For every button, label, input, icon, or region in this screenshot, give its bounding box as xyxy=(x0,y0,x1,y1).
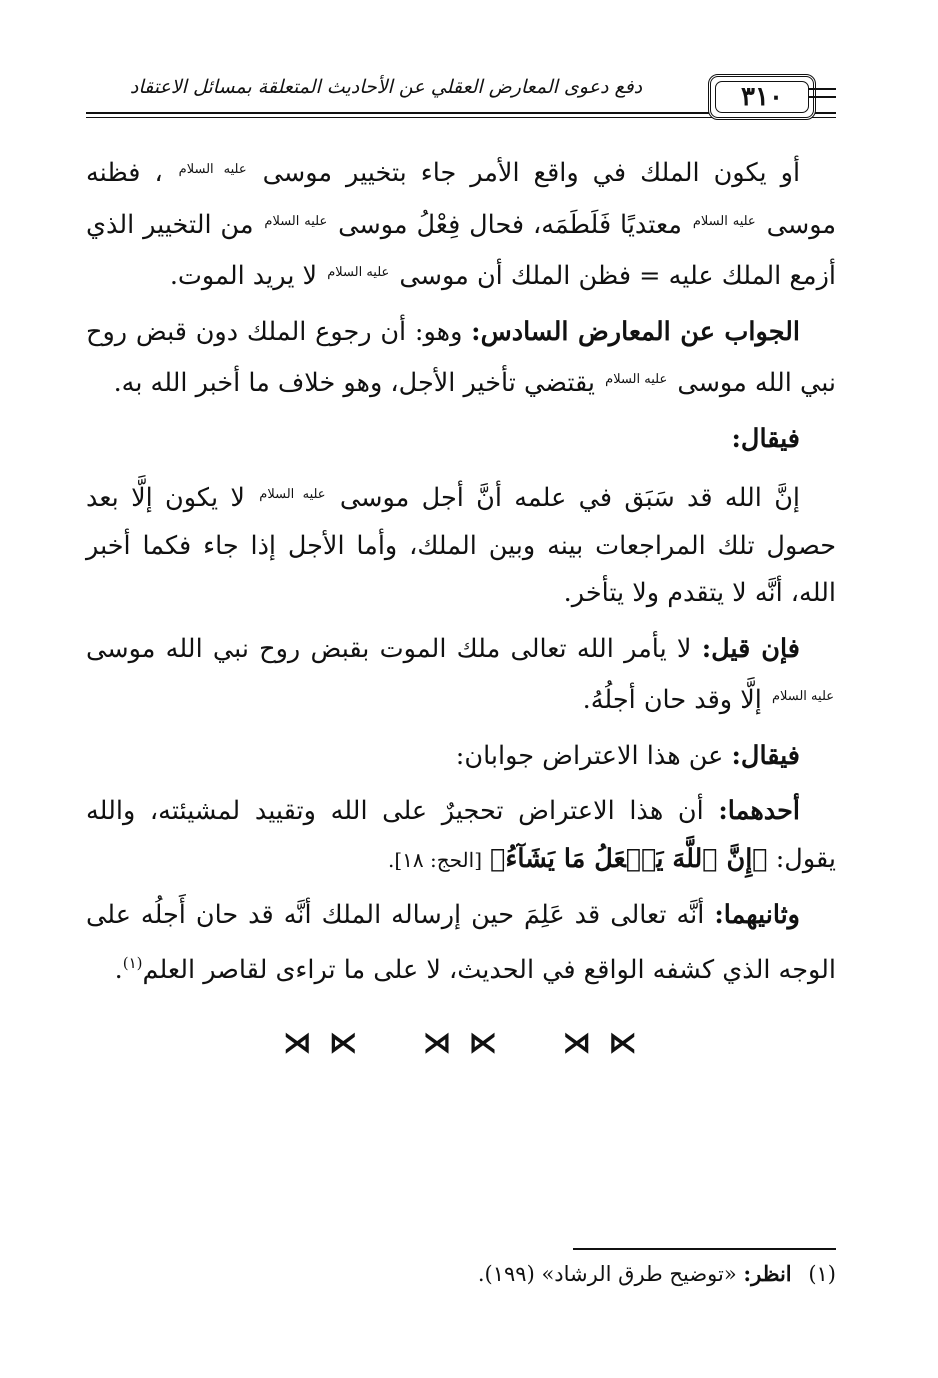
text-run: أنَّه تعالى قد عَلِمَ حين إرساله الملك أنَّه قد حان أَجلُه على الوجه الذي كشفه الواقع في الحديث، لا على ما تراءى لقاصر العلم xyxy=(86,900,836,985)
salutation-glyph: عليه السلام xyxy=(259,487,326,502)
text-run: معتديًا فَلَطَمَه، فحال فِعْلُ موسى xyxy=(338,209,682,240)
ornament-icon: ⋊⋉ xyxy=(423,1026,515,1059)
text-run: يقتضي تأخير الأجل، وهو خلاف ما أخبر الله به. xyxy=(113,368,596,398)
text-run: إنَّ الله قد سَبَق في علمه أنَّ أجل موسى xyxy=(339,483,801,513)
footnote-1 xyxy=(86,1259,836,1289)
text-run: أو يكون الملك في واقع الأمر جاء بتخيير موسى xyxy=(262,158,801,188)
text-run: . xyxy=(114,954,123,985)
ornament-icon: ⋊⋉ xyxy=(562,1026,655,1059)
footnote-number: (١) xyxy=(808,1262,836,1286)
footnote-text: «توضيح طرق الرشاد» (١٩٩). xyxy=(477,1262,737,1286)
salutation-glyph: عليه السلام xyxy=(327,265,390,280)
text-run: لا يكون إلَّا بعد حصول تلك المراجعات بينه وبين الملك، وأما الأجل إذا جاء فكما أخبر الله، أنَّه لا يتقدم ولا يتأخر. xyxy=(86,483,836,608)
ornament-icon: ⋊⋉ xyxy=(283,1026,376,1059)
salutation-glyph: عليه السلام xyxy=(178,162,247,177)
salutation-glyph: عليه السلام xyxy=(605,372,668,387)
text-run: ، فظنه موسى xyxy=(86,158,837,240)
text-run: لا يأمر الله تعالى ملك الموت بقبض روح نبي الله موسى xyxy=(86,633,692,664)
paragraph-1 xyxy=(86,146,836,301)
text-run: عن هذا الاعتراض جوابان: xyxy=(455,740,724,771)
salutation-glyph: عليه السلام xyxy=(264,213,328,229)
section-heading: الجواب عن المعارض السادس: xyxy=(471,316,801,347)
page-number xyxy=(708,74,816,120)
paragraph-5 xyxy=(86,626,836,725)
header-dash-ornament xyxy=(808,88,836,98)
footnote-lead: انظر: xyxy=(743,1261,792,1286)
page-number-text: ٣١٠ xyxy=(741,82,783,112)
text-run: من التخيير الذي أزمع الملك عليه = فظن الملك أن موسى xyxy=(86,209,836,291)
quran-verse: ﴿إِنَّ ٱللَّهَ يَفۡعَلُ مَا يَشَآءُ﴾ xyxy=(490,843,768,874)
body-text xyxy=(86,146,836,1002)
lead-word: فيقال: xyxy=(731,423,800,454)
text-run: أن هذا الاعتراض تحجيرٌ على الله وتقييد لمشيئته، والله يقول: xyxy=(86,796,836,874)
salutation-glyph: عليه السلام xyxy=(771,689,834,704)
verse-reference: [الحج: ١٨]. xyxy=(387,847,483,872)
paragraph-7 xyxy=(86,788,836,884)
paragraph-6 xyxy=(86,733,836,781)
text-run: لا يريد الموت. xyxy=(169,261,318,291)
lead-word: فإن قيل: xyxy=(701,633,800,664)
text-run: وهو: أن رجوع الملك دون قبض روح نبي الله موسى xyxy=(86,316,836,398)
running-title: دفع دعوى المعارض العقلي عن الأحاديث المتعلقة بمسائل الاعتقاد xyxy=(129,76,643,98)
footnote-marker[interactable]: (١) xyxy=(122,953,143,972)
text-run: إلَّا وقد حان أجلُهُ. xyxy=(582,685,762,715)
lead-word: أحدهما: xyxy=(718,796,800,826)
salutation-glyph: عليه السلام xyxy=(692,213,756,229)
paragraph-8 xyxy=(86,892,836,994)
lead-word: وثانيهما: xyxy=(714,900,800,930)
footnote-separator xyxy=(573,1248,836,1250)
paragraph-3 xyxy=(86,416,836,464)
paragraph-2 xyxy=(86,309,836,408)
lead-word: فيقال: xyxy=(731,740,800,771)
page-header xyxy=(86,70,836,126)
paragraph-4 xyxy=(86,471,836,618)
section-ornament xyxy=(0,1026,938,1059)
